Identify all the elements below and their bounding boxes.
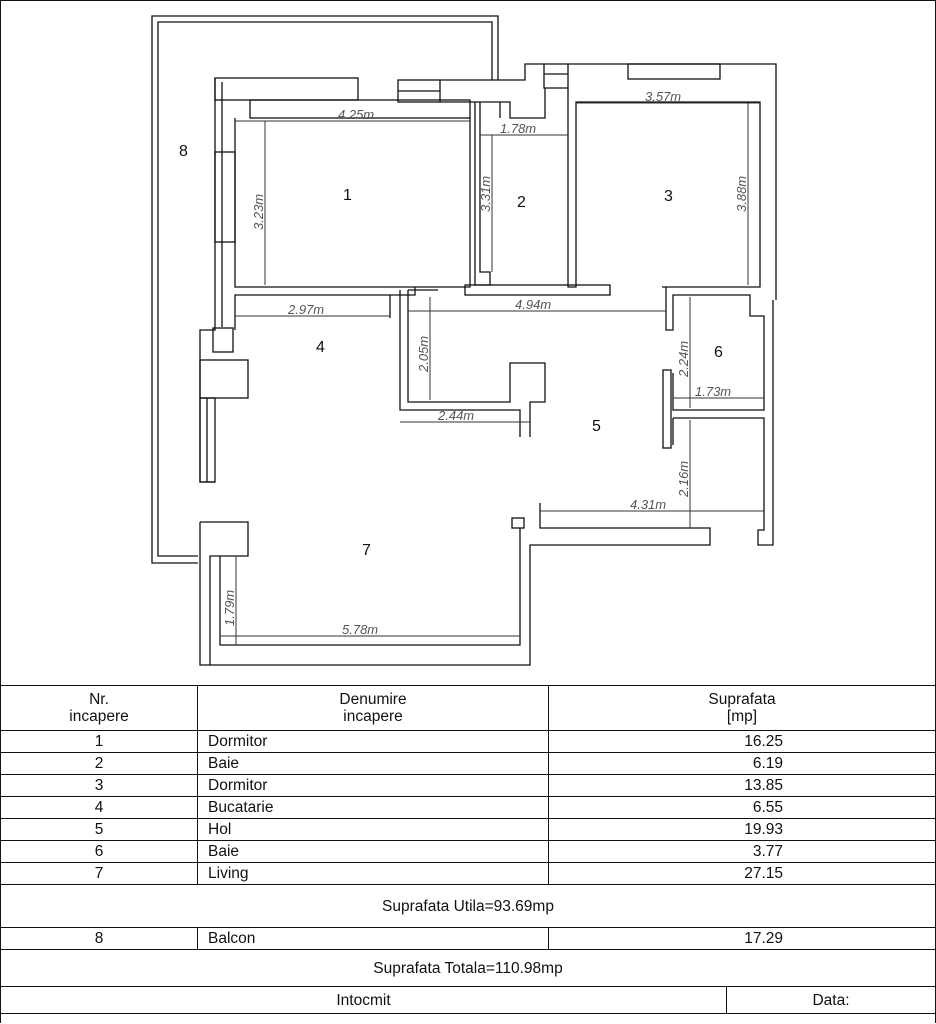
header-area-line2: [mp] — [726, 708, 758, 725]
room-label-8: 8 — [179, 143, 188, 160]
dim-room6-width: 1.73m — [695, 384, 732, 399]
dim-room3-width: 3.57m — [645, 89, 682, 104]
row-area: 13.85 — [549, 775, 936, 797]
room-label-7: 7 — [362, 542, 371, 559]
date-label: Data: — [727, 987, 936, 1014]
header-nr — [1, 686, 198, 731]
row-name: Living — [198, 863, 549, 885]
row-area: 19.93 — [549, 819, 936, 841]
header-area — [549, 686, 936, 731]
row-nr: 4 — [1, 797, 198, 819]
balcony-row — [1, 928, 936, 950]
living-walls — [200, 503, 710, 665]
dim-living-height: 1.79m — [222, 589, 237, 626]
row-area: 16.25 — [549, 731, 936, 753]
room-label-4: 4 — [316, 339, 325, 356]
useful-area-row — [1, 885, 936, 928]
header-nr-line1: Nr. — [89, 691, 109, 708]
row-name: Balcon — [198, 928, 549, 950]
header-name-line1: Denumire — [339, 691, 407, 708]
dim-hol-width: 4.94m — [515, 297, 552, 312]
dim-living-width: 5.78m — [342, 622, 379, 637]
header-name — [198, 686, 549, 731]
useful-area-total: Suprafata Utila=93.69mp — [1, 885, 936, 928]
room-table — [0, 685, 936, 987]
row-area: 17.29 — [549, 928, 936, 950]
table-row — [1, 841, 936, 863]
row-nr: 2 — [1, 753, 198, 775]
room-label-6: 6 — [714, 344, 723, 361]
room-label-1: 1 — [343, 187, 352, 204]
header-name-line2: incapere — [343, 708, 403, 725]
table-header — [1, 686, 936, 731]
room-label-5: 5 — [592, 418, 601, 435]
room1-walls — [235, 118, 470, 287]
row-area: 6.19 — [549, 753, 936, 775]
dim-hol-short: 2.44m — [438, 408, 475, 423]
dim-room6-height: 2.24m — [676, 340, 691, 377]
row-name: Baie — [198, 753, 549, 775]
row-name: Dormitor — [198, 775, 549, 797]
row-nr: 1 — [1, 731, 198, 753]
dim-room1-height: 3.23m — [251, 193, 266, 230]
header-area-line1: Suprafata — [708, 691, 776, 708]
made-by-label: Intocmit — [1, 987, 727, 1014]
row-name: Bucatarie — [198, 797, 549, 819]
total-area: Suprafata Totala=110.98mp — [1, 950, 936, 987]
row-nr: 3 — [1, 775, 198, 797]
row-nr: 8 — [1, 928, 198, 950]
total-area-row — [1, 950, 936, 987]
dim-hol-lower-width: 4.31m — [630, 497, 667, 512]
row-nr: 5 — [1, 819, 198, 841]
dim-room1-width: 4.25m — [338, 107, 375, 122]
dim-room4-width: 2.97m — [288, 302, 325, 317]
exterior-walls — [200, 64, 776, 482]
table-row — [1, 753, 936, 775]
dim-room2-width: 1.78m — [500, 121, 537, 136]
row-name: Hol — [198, 819, 549, 841]
dim-hol-height: 2.05m — [416, 335, 431, 372]
table-row — [1, 797, 936, 819]
row-name: Dormitor — [198, 731, 549, 753]
table-row — [1, 819, 936, 841]
balcony-outline — [152, 16, 498, 563]
dim-hol-lower-height: 2.16m — [676, 460, 691, 497]
row-name: Baie — [198, 841, 549, 863]
dim-room2-height: 3.31m — [478, 175, 493, 212]
row-area: 3.77 — [549, 841, 936, 863]
dim-room3-height: 3.88m — [734, 175, 749, 212]
area-table — [0, 685, 936, 1024]
table-row — [1, 731, 936, 753]
table-row — [1, 863, 936, 885]
table-row — [1, 775, 936, 797]
row-nr: 7 — [1, 863, 198, 885]
room-label-2: 2 — [517, 194, 526, 211]
row-area: 6.55 — [549, 797, 936, 819]
room-label-3: 3 — [664, 188, 673, 205]
row-area: 27.15 — [549, 863, 936, 885]
row-nr: 6 — [1, 841, 198, 863]
header-nr-line2: incapere — [69, 708, 129, 725]
signature-table — [0, 986, 936, 1014]
